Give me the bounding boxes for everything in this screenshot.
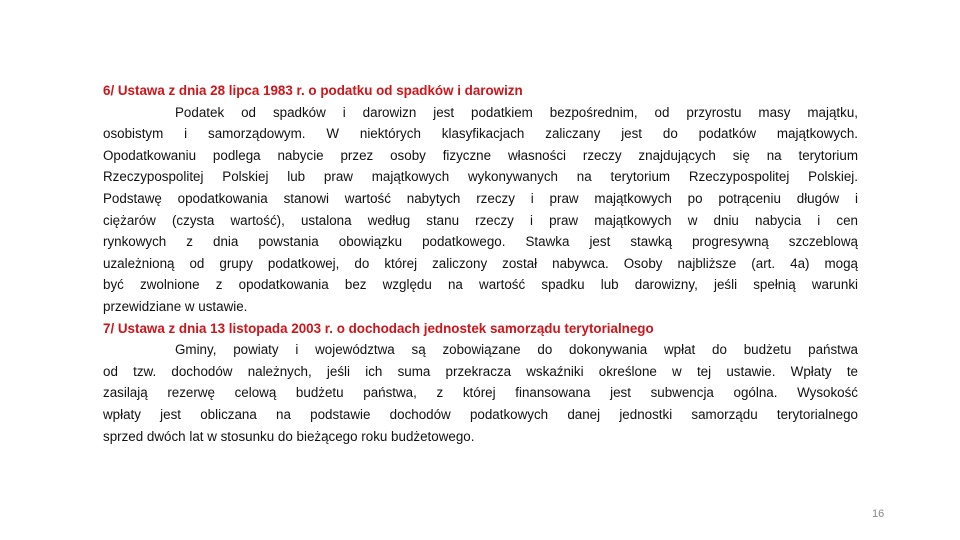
paragraph-line: wpłaty jest obliczana na podstawie dochodów podatkowych danej jednostki samorządu terytorialnego [103, 406, 858, 422]
paragraph-line: rynkowych z dnia powstania obowiązku podatkowego. Stawka jest stawką progresywną szczeblową [103, 234, 858, 250]
page-number: 16 [872, 508, 885, 520]
paragraph-line: Rzeczypospolitej Polskiej lub praw majątkowych wykonywanych na terytorium Rzeczypospolitej Polskiej. [103, 169, 858, 185]
section-6-heading: 6/ Ustawa z dnia 28 lipca 1983 r. o podatku od spadków i darowizn [103, 83, 523, 98]
paragraph-line: przewidziane w ustawie. [103, 298, 248, 314]
paragraph-line: sprzed dwóch lat w stosunku do bieżącego roku budżetowego. [103, 428, 475, 444]
paragraph-line: uzależnioną od grupy podatkowej, do której zaliczony został nabywca. Osoby najbliższe (art. 4a) mogą [103, 255, 858, 271]
paragraph-line: od tzw. dochodów należnych, jeśli ich suma przekracza wskaźniki określone w tej ustawie. Wpłaty te [103, 363, 858, 379]
paragraph-line: Gminy, powiaty i województwa są zobowiązane do dokonywania wpłat do budżetu państwa [175, 342, 858, 358]
paragraph-line: ciężarów (czysta wartość), ustalona według stanu rzeczy i praw majątkowych w dniu nabycia i cen [103, 212, 858, 228]
slide-body [103, 80, 858, 447]
paragraph-line: Podatek od spadków i darowizn jest podatkiem bezpośrednim, od przyrostu masy majątku, [175, 104, 858, 120]
paragraph-line: być zwolnione z opodatkowania bez względu na wartość spadku lub darowizny, jeśli spełnią warunki [103, 277, 858, 293]
paragraph-line: zasilają rezerwę celową budżetu państwa, z której finansowana jest subwencja ogólna. Wysokość [103, 385, 858, 401]
paragraph-line: Podstawę opodatkowania stanowi wartość nabytych rzeczy i praw majątkowych po potrąceniu długów i [103, 190, 858, 206]
paragraph-line: Opodatkowaniu podlega nabycie przez osoby fizyczne własności rzeczy znajdujących się na terytorium [103, 147, 858, 163]
paragraph-line: osobistym i samorządowym. W niektórych klasyfikacjach zaliczany jest do podatków majątkowych. [103, 126, 858, 142]
section-7-heading: 7/ Ustawa z dnia 13 listopada 2003 r. o dochodach jednostek samorządu terytorialnego [103, 320, 654, 336]
